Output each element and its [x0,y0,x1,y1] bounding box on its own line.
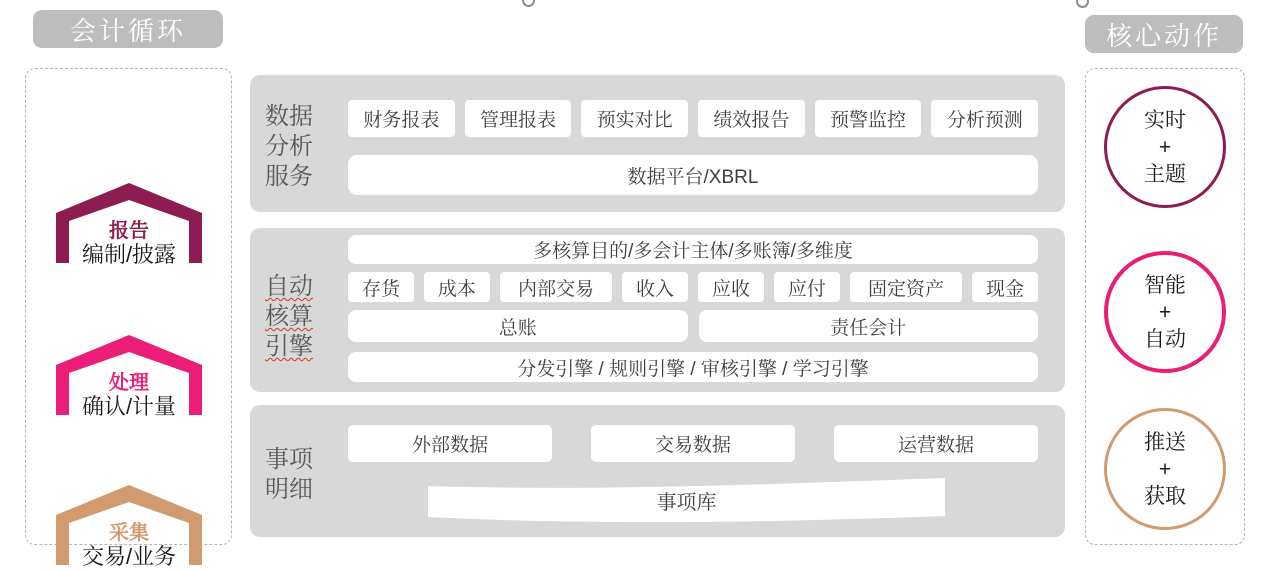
engines-bar-row [348,352,1038,382]
chip-budget-actual-compare: 预实对比 [581,100,688,137]
multi-dimension-bar: 多核算目的/多会计主体/多账簿/多维度 [348,235,1038,264]
action-circle-push-fetch: 推送 + 获取 [1104,408,1226,530]
accounting-modules-row [348,272,1038,302]
stage-process [56,335,202,421]
panel-label: 数据 分析 服务 [265,103,313,190]
report-chips-row [348,100,1038,137]
chip-revenue: 收入 [622,272,688,302]
action-circle-intelligent-auto: 智能 + 自动 [1104,251,1226,373]
stray-glyph-mark [1076,0,1089,8]
panel-label: 自动 核算 引擎 [265,273,313,360]
panel-auto-accounting-engine [250,228,1065,392]
multi-dimension-bar-row [348,235,1038,264]
chip-fixed-assets: 固定资产 [850,272,962,302]
chip-inventory: 存货 [348,272,414,302]
responsibility-accounting-bar: 责任会计 [699,310,1039,342]
event-library-label: 事项库 [656,492,717,514]
chip-receivables: 应收 [698,272,764,302]
chip-financial-report: 财务报表 [348,100,455,137]
platform-bar-row [348,155,1038,195]
stage-subtitle: 编制/披露 [81,242,177,267]
event-library-wave [428,477,945,525]
stage-title: 处理 [109,372,149,394]
accounting-cycle-header: 会计循环 [33,10,223,48]
stage-subtitle: 确认/计量 [81,394,177,419]
chip-cash: 现金 [972,272,1038,302]
panel-event-details [250,405,1065,537]
chip-analysis-forecast: 分析预测 [931,100,1038,137]
general-ledger-bar: 总账 [348,310,688,342]
stray-glyph-mark [522,0,535,7]
chip-payables: 应付 [774,272,840,302]
chip-management-report: 管理报表 [465,100,572,137]
chip-external-data: 外部数据 [348,425,552,462]
data-platform-xbrl-bar: 数据平台/XBRL [348,155,1038,195]
ledger-row [348,310,1038,342]
chip-transaction-data: 交易数据 [591,425,795,462]
stage-collect [56,485,202,571]
chip-operations-data: 运营数据 [834,425,1038,462]
stage-subtitle: 交易/业务 [81,544,177,569]
panel-data-analysis-services [250,75,1065,212]
accounting-cycle-column [25,68,232,569]
engines-bar: 分发引擎 / 规则引擎 / 审核引擎 / 学习引擎 [348,352,1038,382]
chip-performance-report: 绩效报告 [698,100,805,137]
chip-internal-transactions: 内部交易 [500,272,612,302]
chip-cost: 成本 [424,272,490,302]
stage-title: 报告 [109,220,149,242]
chip-alert-monitoring: 预警监控 [815,100,922,137]
stage-report [56,183,202,269]
action-circle-realtime-theme: 实时 + 主题 [1104,86,1226,208]
stage-title: 采集 [109,522,149,544]
core-actions-header: 核心动作 [1085,15,1243,53]
data-sources-row [348,425,1038,462]
panel-label: 事项 明细 [265,446,313,503]
